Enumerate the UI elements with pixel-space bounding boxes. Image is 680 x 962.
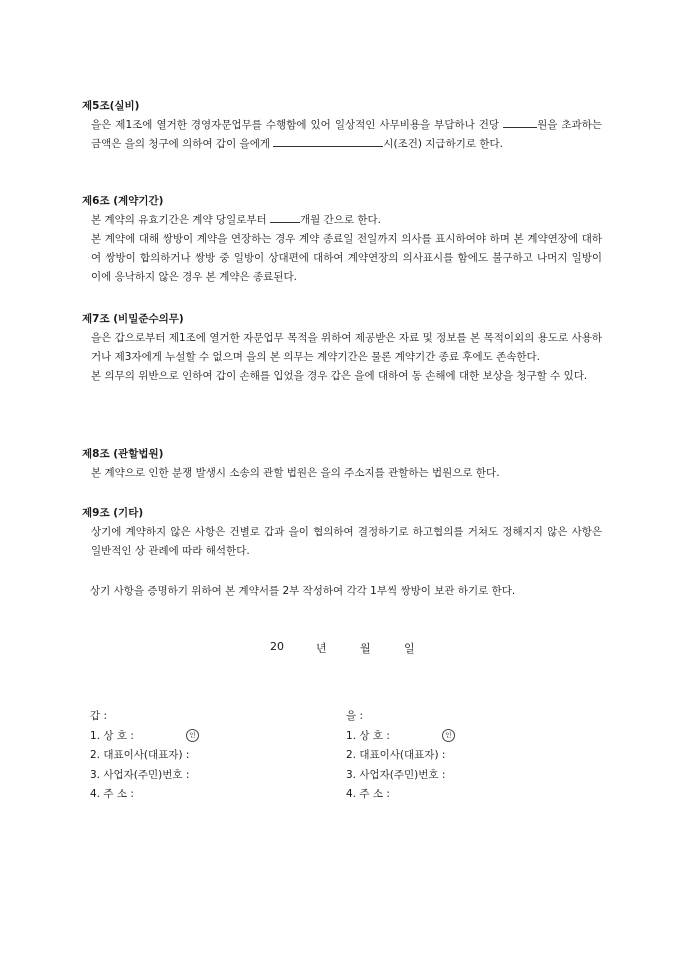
fill-in-blank (273, 135, 383, 147)
paragraph-text: 을은 갑으로부터 제1조에 열거한 자문업무 목적을 위하여 제공받은 자료 및 정보를 본 목적이외의 용도로 사용하거나 제3자에게 누설할 수 없으며 을의 본 의무는 계약기간은 물론 계약기간 종료 후에도 존속한다. (91, 332, 602, 363)
date-day-label: 일 (404, 642, 415, 655)
party-field-registration-number: 3. 사업자(주민)번호 : (346, 768, 446, 781)
article-paragraph (82, 464, 602, 483)
article-paragraph (82, 116, 602, 154)
party-field-name: 1. 상 호 : 인 (90, 727, 310, 747)
paragraph-text: 본 계약의 유효기간은 계약 당일로부터 (91, 214, 270, 226)
article-8 (82, 447, 602, 483)
fill-in-blank (270, 211, 300, 223)
article-paragraph (82, 230, 602, 287)
article-title: 제7조 (비밀준수의무) (82, 313, 184, 325)
date-year-prefix: 20 (270, 640, 284, 653)
paragraph-text: 본 계약에 대해 쌍방이 계약을 연장하는 경우 계약 종료일 전일까지 의사를 표시하여야 하며 본 계약연장에 대하여 쌍방이 합의하거나 쌍방 중 일방이 상대편에 대하여 계약연장의 의사표시를 함에도 불구하고 나머지 일방이 이에 응낙하지 않은 경우 본 계약은 종료된다. (91, 233, 602, 283)
party-field-representative: 2. 대표이사(대표자) : (90, 749, 190, 761)
party-a-block (90, 707, 310, 805)
seal-mark-icon: 인 (442, 729, 455, 742)
date-year-label: 년 (316, 642, 327, 655)
party-field-name: 1. 상 호 : 인 (346, 727, 566, 747)
article-5 (82, 99, 602, 154)
article-paragraph (82, 211, 602, 230)
paragraph-text: 시(조건) 지급하기로 한다. (383, 138, 503, 150)
paragraph-text: 상기에 계약하지 않은 사항은 건별로 갑과 을이 협의하여 결정하기로 하고협의를 거쳐도 정해지지 않은 사항은 일반적인 상 관례에 따라 해석한다. (91, 526, 602, 557)
article-9 (82, 506, 602, 561)
article-title: 제9조 (기타) (82, 507, 144, 519)
article-title: 제5조(실비) (82, 100, 140, 112)
article-paragraph (82, 329, 602, 367)
fill-in-blank (503, 116, 537, 128)
party-field-address: 4. 주 소 : (346, 788, 390, 800)
seal-mark-icon: 인 (186, 729, 199, 742)
paragraph-text: 을은 제1조에 열거한 경영자문업무를 수행함에 있어 일상적인 사무비용을 부담하나 (91, 119, 479, 131)
article-paragraph (82, 523, 602, 561)
article-title: 제6조 (계약기간) (82, 195, 164, 207)
article-paragraph (82, 367, 602, 386)
paragraph-text: 개월 간으로 한다. (299, 214, 381, 226)
article-6 (82, 194, 602, 287)
party-label: 을 : (346, 710, 364, 722)
date-month-label: 월 (360, 642, 371, 655)
party-field-address: 4. 주 소 : (90, 788, 134, 800)
closing-statement: 상기 사항을 증명하기 위하여 본 계약서를 2부 작성하여 각각 1부씩 쌍방이 보관 하기로 한다. (90, 585, 516, 597)
article-7 (82, 312, 602, 386)
party-field-registration-number: 3. 사업자(주민)번호 : (90, 768, 190, 781)
party-b-block (346, 707, 566, 805)
party-label: 갑 : (90, 710, 108, 722)
paragraph-text: 본 의무의 위반으로 인하여 갑이 손해를 입었을 경우 갑은 을에 대하여 동 손해에 대한 보상을 청구할 수 있다. (91, 370, 588, 382)
paragraph-text: 원을 초과하는 금액은 을의 청구에 의하여 갑이 을에게 (91, 119, 602, 150)
paragraph-text: 본 계약으로 인한 분쟁 발생시 소송의 관할 법원은 을의 주소지를 관할하는 법원으로 한다. (91, 467, 500, 479)
article-title: 제8조 (관할법원) (82, 448, 164, 460)
paragraph-text: 건당 (478, 119, 504, 131)
party-field-representative: 2. 대표이사(대표자) : (346, 749, 446, 761)
